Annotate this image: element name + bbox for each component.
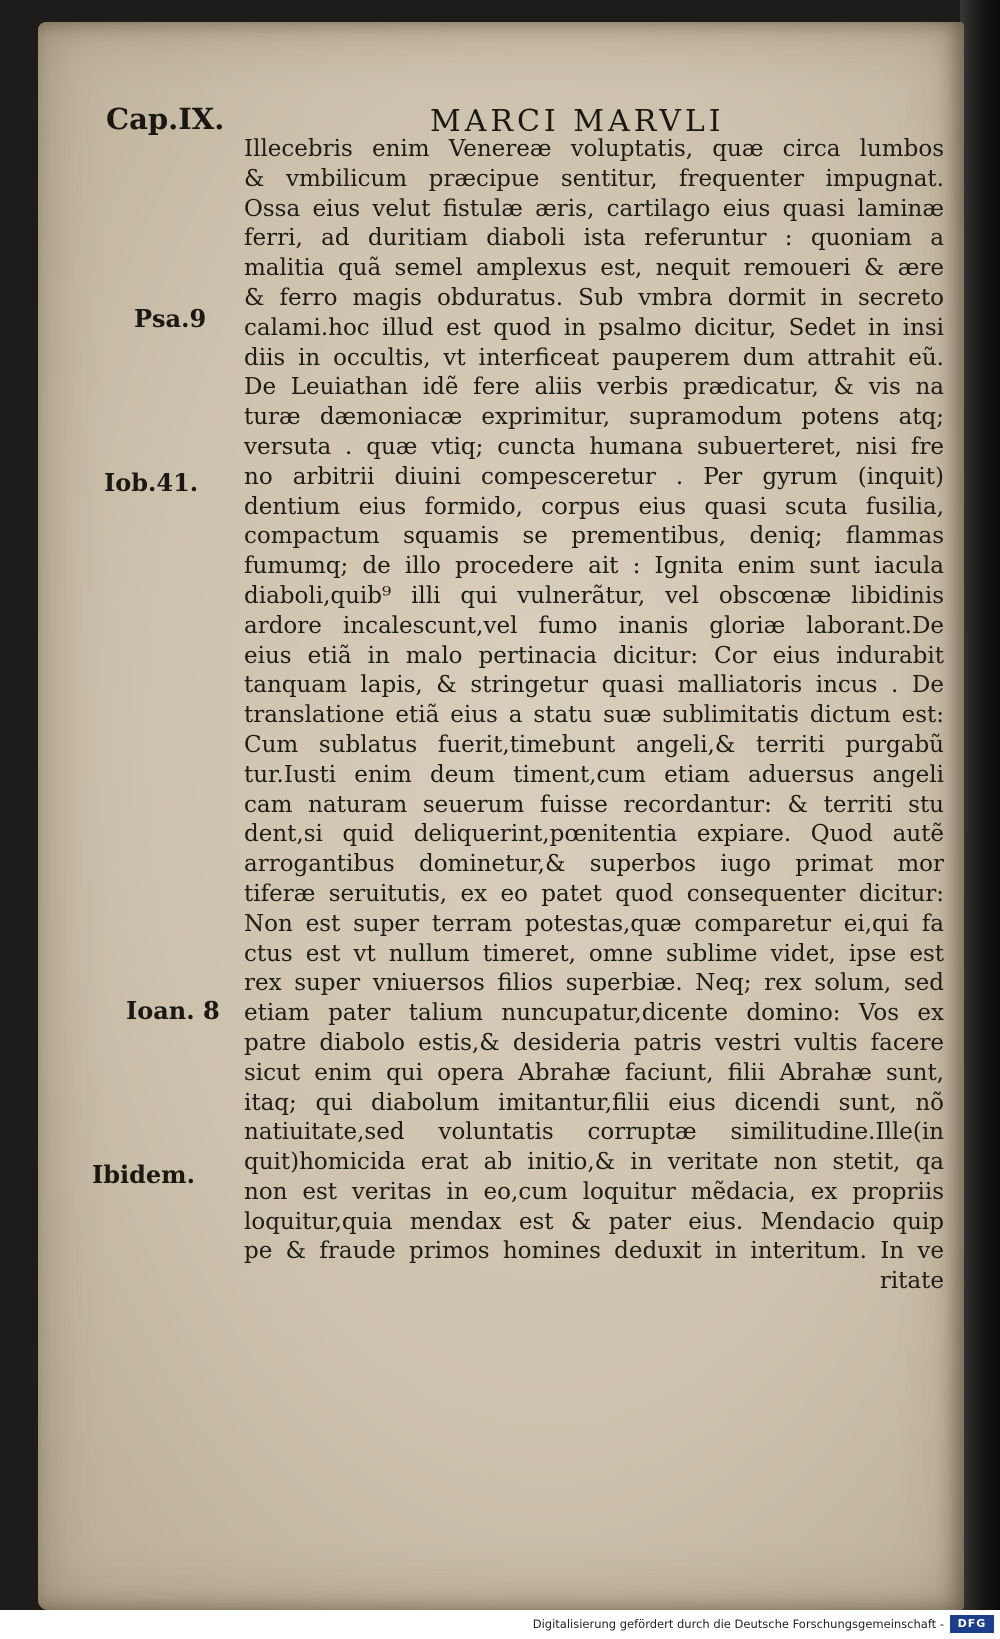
footer-credit: Digitalisierung gefördert durch die Deutsche Forschungsgemeinschaft -	[532, 1617, 944, 1631]
text-line: rex super vniuersos filios superbiæ. Neq; rex solum, sed	[244, 970, 944, 997]
text-line: ritate	[879, 1268, 944, 1295]
text-line: tiferæ seruitutis, ex eo patet quod consequenter dicitur:	[244, 880, 944, 907]
text-line: tur.Iusti enim deum timent,cum etiam aduersus angeli	[244, 761, 944, 788]
text-line: De Leuiathan idẽ fere aliis verbis prædicatur, & vis na	[244, 374, 944, 401]
text-line: dent,si quid deliquerint,pœnitentia expiare. Quod autẽ	[244, 821, 944, 848]
footer-bar	[0, 1610, 1000, 1639]
text-line: calami.hoc illud est quod in psalmo dicitur, Sedet in insi	[244, 314, 944, 341]
text-line: Cum sublatus fuerit,timebunt angeli,& territi purgabũ	[244, 731, 944, 758]
margin-note-job: Iob.41.	[104, 468, 199, 497]
text-line: quit)homicida erat ab initio,& in veritate non stetit, qa	[244, 1149, 944, 1176]
text-line: ferri, ad duritiam diaboli ista referuntur : quoniam a	[244, 225, 944, 252]
margin-note-john: Ioan. 8	[126, 996, 220, 1025]
text-line: sicut enim qui opera Abrahæ faciunt, filii Abrahæ sunt,	[244, 1059, 944, 1086]
book-edge	[960, 0, 1000, 1610]
text-line: eius etiã in malo pertinacia dicitur: Cor eius indurabit	[244, 642, 944, 669]
text-line: diaboli,quib⁹ illi qui vulnerãtur, vel obscœnæ libidinis	[244, 582, 944, 609]
text-line: non est veritas in eo,cum loquitur mẽdacia, ex propriis	[244, 1178, 944, 1205]
text-line: translatione etiã eius a statu suæ sublimitatis dictum est:	[244, 702, 944, 729]
chapter-label: Cap.IX.	[106, 102, 225, 136]
body-text	[244, 135, 944, 1297]
text-line: diis in occultis, vt interficeat pauperem dum attrahit eũ.	[244, 344, 944, 371]
text-line: pe & fraude primos homines deduxit in interitum. In ve	[244, 1238, 944, 1265]
dfg-logo: DFG	[950, 1615, 994, 1633]
text-line: ctus est vt nullum timeret, omne sublime videt, ipse est	[244, 940, 944, 967]
margin-note-psalm: Psa.9	[134, 304, 207, 333]
text-line: patre diabolo estis,& desideria patris vestri vultis facere	[244, 1029, 944, 1056]
text-line: Non est super terram potestas,quæ comparetur ei,qui fa	[244, 910, 944, 937]
text-line: Ossa eius velut fistulæ æris, cartilago eius quasi laminæ	[244, 195, 944, 222]
text-line: Illecebris enim Venereæ voluptatis, quæ circa lumbos	[244, 136, 944, 162]
running-head: MARCI MARVLI	[430, 104, 725, 139]
text-line: natiuitate,sed voluntatis corruptæ similitudine.Ille(in	[244, 1119, 944, 1146]
text-line: & ferro magis obduratus. Sub vmbra dormit in secreto	[244, 284, 944, 311]
text-line: malitia quã semel amplexus est, nequit remoueri & ære	[244, 255, 944, 282]
text-line: ardore incalescunt,vel fumo inanis gloriæ laborant.De	[244, 612, 944, 639]
text-line: dentium eius formido, corpus eius quasi scuta fusilia,	[244, 493, 944, 520]
text-line: no arbitrii diuini compesceretur . Per gyrum (inquit)	[244, 463, 944, 490]
text-line: & vmbilicum præcipue sentitur, frequenter impugnat.	[244, 165, 944, 192]
book-page	[38, 22, 964, 1610]
margin-note-ibidem: Ibidem.	[92, 1160, 195, 1189]
text-line: etiam pater talium nuncupatur,dicente domino: Vos ex	[244, 1000, 944, 1027]
text-line: fumumq; de illo procedere ait : Ignita enim sunt iacula	[244, 553, 944, 580]
text-line: loquitur,quia mendax est & pater eius. Mendacio quip	[244, 1208, 944, 1235]
text-line: compactum squamis se prementibus, deniq; flammas	[244, 523, 944, 550]
text-line: versuta . quæ vtiq; cuncta humana subuerteret, nisi fre	[244, 433, 944, 460]
text-line: turæ dæmoniacæ exprimitur, supramodum potens atq;	[244, 404, 944, 431]
text-line: tanquam lapis, & stringetur quasi malliatoris incus . De	[244, 672, 944, 699]
text-line: arrogantibus dominetur,& superbos iugo primat mor	[244, 851, 944, 878]
text-line: itaq; qui diabolum imitantur,filii eius dicendi sunt, nõ	[244, 1089, 944, 1116]
text-line: cam naturam seuerum fuisse recordantur: & territi stu	[244, 791, 944, 818]
